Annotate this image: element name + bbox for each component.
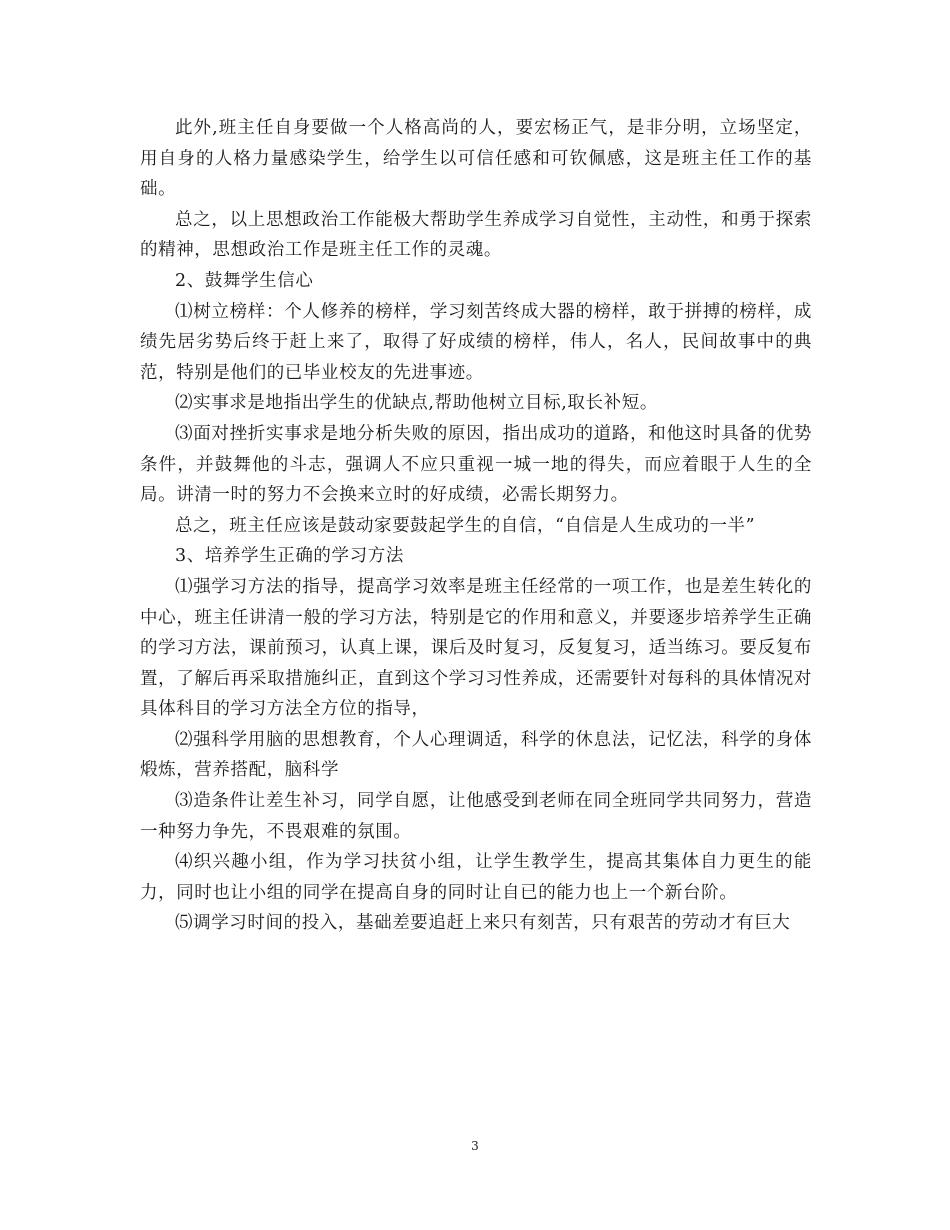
list-item-tutoring-conditions: ⑶造条件让差生补习，同学自愿，让他感受到老师在同全班同学共同努力，营造一种努力争先，不畏艰难的氛围。 <box>140 791 812 842</box>
list-item-study-time: ⑸调学习时间的投入，基础差要追赶上来只有刻苦，只有艰苦的劳动才有巨大 <box>175 913 791 934</box>
list-item-scientific-brain-use: ⑵强科学用脑的思想教育，个人心理调适，科学的休息法，记忆法，科学的身体煅炼，营养搭配，脑科学 <box>140 729 812 781</box>
list-item-role-models: ⑴树立榜样：个人修养的榜样，学习刻苦终成大器的榜样，敢于拼搏的榜样，成绩先居劣势后终于赶上来了，取得了好成绩的榜样，伟人，名人，民间故事中的典范，特别是他们的已毕业校友的先进事迹。 <box>140 301 812 383</box>
page-number: 3 <box>471 1139 479 1153</box>
paragraph-summary-political-work: 总之，以上思想政治工作能极大帮助学生养成学习自觉性，主动性，和勇于探索的精神，思想政治工作是班主任工作的灵魂。 <box>140 209 812 261</box>
document-body <box>140 113 812 939</box>
list-item-interest-groups: ⑷织兴趣小组，作为学习扶贫小组，让学生教学生，提高其集体自力更生的能力，同时也让小组的同学在提高自身的同时让自已的能力也上一个新台阶。 <box>140 852 812 903</box>
section-heading-study-methods: 3、培养学生正确的学习方法 <box>175 546 404 567</box>
paragraph-personality: 此外,班主任自身要做一个人格高尚的人，要宏杨正气，是非分明，立场坚定，用自身的人格力量感染学生，给学生以可信任感和可钦佩感，这是班主任工作的基础。 <box>140 118 812 200</box>
list-item-facing-setbacks: ⑶面对挫折实事求是地分析失败的原因，指出成功的道路，和他这时具备的优势条件，并鼓舞他的斗志，强调人不应只重视一城一地的得失，而应着眼于人生的全局。讲清一时的努力不会换来立时的好成绩，必需长期努力。 <box>140 423 812 506</box>
paragraph-summary-confidence: 总之，班主任应该是鼓动家要鼓起学生的自信，“自信是人生成功的一半” <box>175 515 756 536</box>
list-item-method-guidance: ⑴强学习方法的指导，提高学习效率是班主任经常的一项工作，也是差生转化的中心，班主任讲清一般的学习方法，特别是它的作用和意义，并要逐步培养学生正确的学习方法，课前预习，认真上课，课后及时复习，反复复习，适当练习。要反复布置，了解后再采取措施纠正，直到这个学习习性养成，还需要针对每科的具体情况对具体科目的学习方法全方位的指导， <box>140 576 812 720</box>
section-heading-confidence: 2、鼓舞学生信心 <box>175 270 314 291</box>
list-item-strengths-weaknesses: ⑵实事求是地指出学生的优缺点,帮助他树立目标,取长补短。 <box>175 393 658 414</box>
